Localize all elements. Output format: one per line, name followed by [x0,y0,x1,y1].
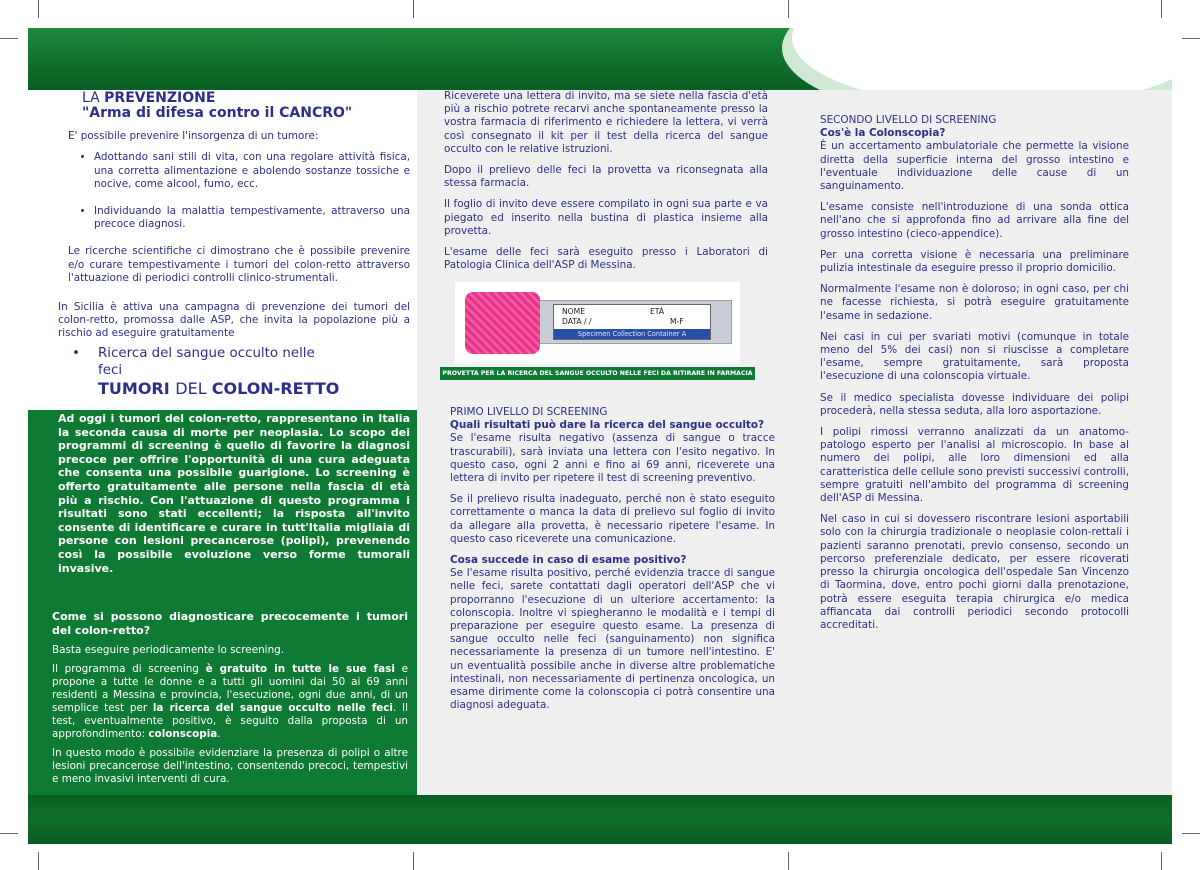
colonoscopy-p5: Nei casi in cui per svariati motivi (comunque in totale meno del 5% dei casi) non si riuscisse a completare l'esame, sempre gratuitamente, sarà proposta l'esecuzione di una colonscopia virtuale. [820,330,1129,383]
invitation-paragraph: Riceverete una lettera di invito, ma se siete nella fascia d'età più a rischio potrete recarvi anche spontaneamente presso la vostra farmacia di riferimento e richiedere la lettera, vi verrà così consegnato il kit per il test della ricerca del sangue occulto con le relative istruzioni. [444,90,768,155]
tumor-title [98,379,410,398]
second-level-heading: SECONDO LIVELLO DI SCREENING [820,114,997,126]
prevention-list [58,151,410,231]
crop-mark [413,0,414,18]
big-bullet [58,345,328,379]
crop-mark [1161,0,1162,18]
text-run-bold: è gratuito in tutte le sue fasi [205,663,395,675]
colonoscopy-question: Cos'è la Colonscopia? [820,127,946,140]
column-prevention [58,90,410,398]
text-run: e propone a tutte le donne e a tutti gli uomini dai 50 ai 69 anni residenti a Messina e provincia, l'esecuzione, ogni due anni, di un semplice test per [52,663,408,714]
motto: "Arma di difesa contro il CANCRO" [82,105,353,121]
research-paragraph: Le ricerche scientifiche ci dimostrano che è possibile prevenire e/o curare tempestivamente i tumori del colon-retto attraverso l'attuazione di periodici controlli clinico-strumentali. [68,245,410,284]
diagnosis-p2 [52,663,408,741]
crop-mark [1182,38,1200,39]
crop-mark [38,852,39,870]
negative-result-paragraph: Se l'esame risulta negativo (assenza di sangue o tracce trascurabili), sarà inviata una lettera con l'esito negativo. In questo caso, ogni 2 anni e fino ai 69 anni, riceverete una lettera di invito per ripetere il test di screening preventivo. [450,432,775,485]
tube-caption: PROVETTA PER LA RICERCA DEL SANGUE OCCULTO NELLE FECI DA RITIRARE IN FARMACIA [440,367,755,380]
crop-mark [1182,833,1200,834]
footer-band [28,795,1172,844]
heading-prevenzione: PREVENZIONE [104,90,216,106]
list-item: • Individuando la malattia tempestivamente, attraverso una precoce diagnosi. [94,205,410,231]
tube-cap [465,292,540,354]
bullet-dot: • [72,345,80,361]
text-run: Il programma di screening [52,663,206,675]
colonoscopy-p4: Normalmente l'esame non è doloroso; in ogni caso, per chi ne facesse richiesta, si potrà eseguire gratuitamente l'esame in sedazione. [820,283,1129,322]
text-run-bold: colonscopia [148,728,218,740]
column-first-level [444,90,768,280]
crop-mark [413,852,414,870]
big-bullet-text: Ricerca del sangue occulto nelle feci [98,345,315,378]
lab-paragraph: L'esame delle feci sarà eseguito presso i Laboratori di Patologia Clinica dell'ASP di Messina. [444,246,768,272]
inadequate-paragraph: Se il prelievo risulta inadeguato, perché non è stato eseguito correttamente o manca la data di prelievo sul foglio di invito da allegare alla provetta, è necessario ripetere l'esame. In questo caso riceverete una comunicazione. [450,493,775,545]
green-box-text: Ad oggi i tumori del colon-retto, rappresentano in Italia la seconda causa di morte per neoplasia. Lo scopo dei programmi di screening è quello di favorire la diagnosi precoce per offrire l'opportunità di una cura adeguata che consenta una possibile guarigione. Lo screening è offerto gratuitamente alle persone nella fascia di età più a rischio. Con l'attuazione di questo programma i risultati sono stati eccellenti; la risposta all'invito consente di identificare e curare in tutt'Italia migliaia di persone con lesioni precancerose (polipi), prevenendo così la possibile evoluzione verso forme tumorali invasive. [58,412,410,575]
text-run-bold: la ricerca del sangue occulto nelle feci [152,702,393,714]
column-second-level [820,114,1129,640]
tube-label-band: Specimen Collection Container A [554,329,710,339]
colonoscopy-p7: I polipi rimossi verranno analizzati da un anatomo-patologo esperto per l'analisi al microscopio. In base al numero dei polipi, alle loro dimensioni ed alla caratteristica delle cellule sono previsti successivi controlli, sempre gratuiti nell'ambito del programma di screening dell'ASP di Messina. [820,426,1129,505]
intro-text: E' possibile prevenire l'insorgenza di un tumore: [68,130,319,143]
specimen-tube-image [455,282,740,364]
crop-mark [788,852,789,870]
diagnosis-section [52,610,408,792]
colonoscopy-p2: L'esame consiste nell'introduzione di una sonda ottica nell'ano che si approfonda fino ad arrivare alla fine del grosso intestino (cieco-appendice). [820,201,1129,240]
sicily-campaign-paragraph: In Sicilia è attiva una campagna di prevenzione dei tumori del colon-retto, promossa dalle ASP, che invita la popolazione più a rischio ad eseguire gratuitamente [58,301,410,340]
tube-label-date: DATA / / [562,317,592,326]
colonoscopy-p3: Per una corretta visione è necessaria una preliminare pulizia intestinale da eseguire presso il proprio domicilio. [820,248,1129,275]
title-del: DEL [175,378,212,398]
colonoscopy-p8: Nel caso in cui si dovessero riscontrare lesioni asportabili solo con la chirurgia tradizionale o neoplasie colon-rettali i pazienti saranno prenotati, previo consenso, secondo un percorso preferenziale dedicato, per essere ricoverati presso la chirurgia oncologica dell'ospedale San Vincenzo di Taormina, dove, entro pochi giorni dalla prenotazione, potrà essere eseguita terapia chirurgica e/o medica affiancata dai controlli periodici secondo protocolli accreditati. [820,513,1129,631]
brochure-sheet [28,28,1172,844]
first-level-question: Quali risultati può dare la ricerca del sangue occulto? [450,419,765,432]
return-paragraph: Dopo il prelievo delle feci la provetta va riconsegnata alla stessa farmacia. [444,164,768,190]
form-paragraph: Il foglio di invito deve essere compilato in ogni sua parte e va piegato ed inserito nella bustina di plastica insieme alla provetta. [444,198,768,237]
crop-mark [1161,852,1162,870]
text-run: . [217,728,221,740]
text-run: . Il test, eventualmente positivo, è seguito dalla proposta di un approfondimento: [52,702,408,740]
first-level-heading: PRIMO LIVELLO DI SCREENING [450,406,608,418]
crop-mark [0,833,18,834]
first-level-section [450,406,775,720]
diagnosis-p3: In questo modo è possibile evidenziare la presenza di polipi o altre lesioni precancerose dell'intestino, consentendo precoci, tempestivi e meno invasivi interventi di cura. [52,747,408,785]
tube-label [553,304,711,340]
tube-label-sex: M-F [670,317,684,326]
diagnosis-p1: Basta eseguire periodicamente lo screening. [52,644,285,656]
crop-mark [38,0,39,18]
positive-result-paragraph: Se l'esame risulta positivo, perché evidenzia tracce di sangue nelle feci, sarete contattati dagli operatori dell'ASP che vi proporranno l'esecuzione di un ulteriore accertamento: la colonscopia. Inoltre vi spiegheranno le modalità e i tempi di preparazione per eseguire questo esame. La presenza di sangue occulto nelle feci (sanguinamento) non significa necessariamente la presenza di un tumore nell'intestino. E' un eventualità possibile anche in diverse altre problematiche intestinali, non necessariamente di pertinenza oncologica, un esame dirimente come la colonscopia ci potrà consentire una diagnosi adeguata. [450,567,775,712]
crop-mark [0,38,18,39]
heading-la: LA [82,90,105,106]
title-tumori: TUMORI [98,378,176,398]
crop-mark [788,0,789,18]
diagnosis-question: Come si possono diagnosticare precocemente i tumori del colon-retto? [52,610,408,637]
colonoscopy-p6: Se il medico specialista dovesse individuare dei polipi procederà, nella stessa seduta, alla loro asportazione. [820,391,1129,417]
title-colon-retto: COLON-RETTO [211,378,340,398]
info-green-box [28,410,417,795]
positive-question: Cosa succede in caso di esame positivo? [450,554,687,567]
tube-label-age: ETÀ [650,307,665,316]
tube-label-name: NOME [562,307,586,316]
list-item: • Adottando sani stili di vita, con una regolare attività fisica, una corretta alimentazione e abolendo sostanze tossiche e nocive, come alcool, fumo, ecc. [94,151,410,191]
colonoscopy-p1: È un accertamento ambulatoriale che permette la visione diretta della superficie interna del grosso intestino e l'eventuale individuazione delle cause di un sanguinamento. [820,140,1129,193]
